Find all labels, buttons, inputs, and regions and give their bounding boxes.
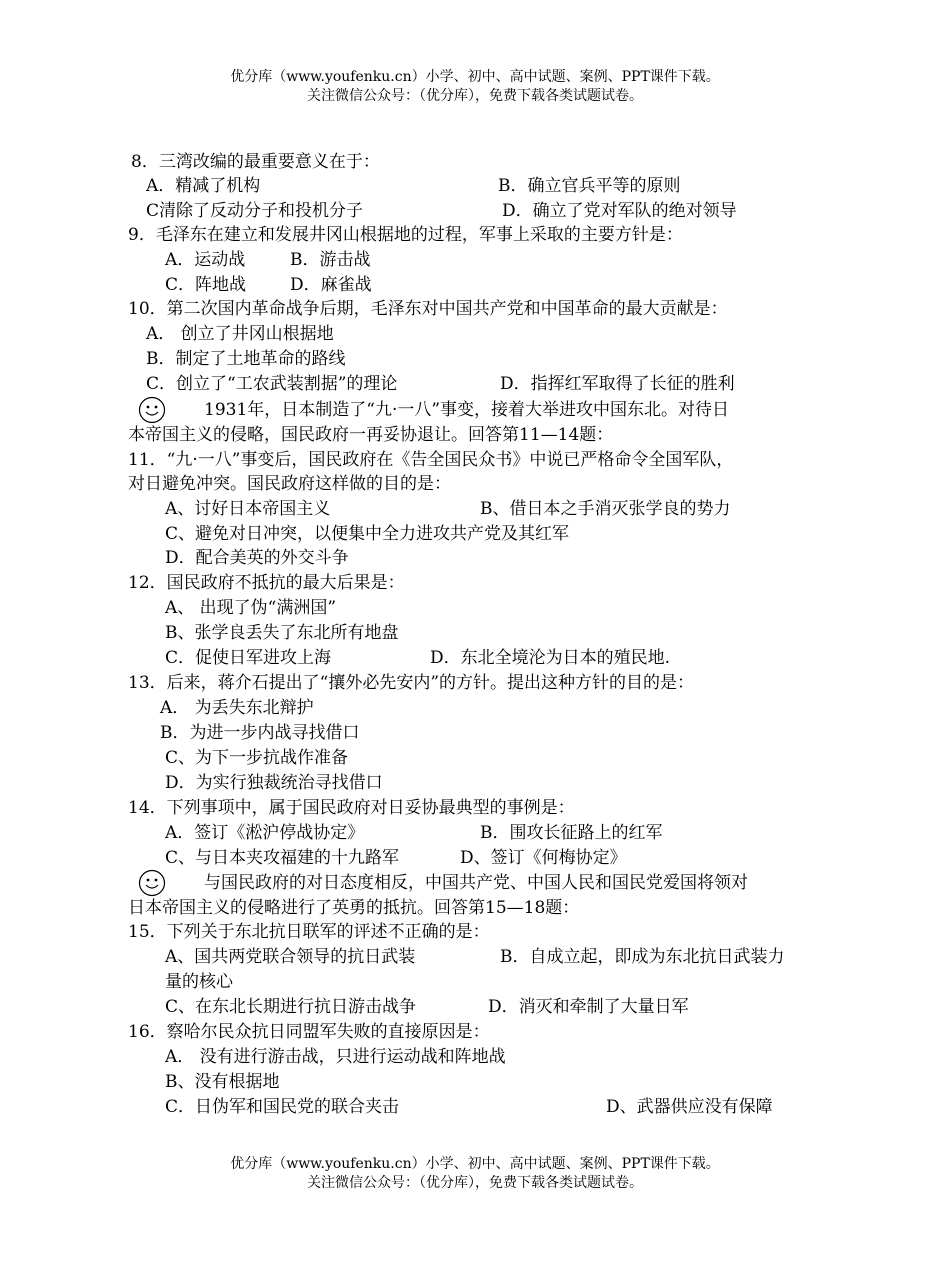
q12-option-c: C．促使日军进攻上海 <box>165 648 332 668</box>
q10-stem: 10．第二次国内革命战争后期，毛泽东对中国共产党和中国革命的最大贡献是： <box>128 299 728 319</box>
intro1-line-1: 1931年，日本制造了“九·一八”事变，接着大举进攻中国东北。对待日 <box>204 400 730 420</box>
q13-option-b: B．为进一步内战寻找借口 <box>160 723 360 743</box>
q15-option-a: A、国共两党联合领导的抗日武装 <box>165 947 416 967</box>
header-line-2: 关注微信公众号：（优分库），免费下载各类试题试卷。 <box>307 88 643 104</box>
q14-option-d: D、签订《何梅协定》 <box>460 848 627 868</box>
page-header <box>0 68 950 106</box>
q16-option-d: D、武器供应没有保障 <box>606 1097 773 1117</box>
q9-stem: 9．毛泽东在建立和发展井冈山根据地的过程，军事上采取的主要方针是： <box>128 225 683 245</box>
q9-option-a: A．运动战 <box>165 250 246 270</box>
q15-option-d: D．消灭和牵制了大量日军 <box>488 997 689 1017</box>
q9-option-b: B．游击战 <box>290 250 371 270</box>
header-line-1: 优分库（www.youfenku.cn）小学、初中、高中试题、案例、PPT课件下载。 <box>230 69 720 85</box>
q10-option-a: A． 创立了井冈山根据地 <box>146 324 334 344</box>
q15-option-c: C、在东北长期进行抗日游击战争 <box>165 997 417 1017</box>
page-footer <box>0 1155 950 1193</box>
q11-stem-line-1: 11．“九·一八”事变后，国民政府在《告全国民众书》中说已严格命令全国军队， <box>128 450 734 470</box>
q11-option-a: A、讨好日本帝国主义 <box>165 499 331 519</box>
footer-line-2: 关注微信公众号：（优分库），免费下载各类试题试卷。 <box>307 1175 643 1191</box>
q16-option-b: B、没有根据地 <box>165 1072 280 1092</box>
intro1-line-2: 本帝国主义的侵略，国民政府一再妥协退让。回答第11—14题： <box>128 425 614 445</box>
q16-option-a: A． 没有进行游击战，只进行运动战和阵地战 <box>165 1047 506 1067</box>
q8-option-a: A．精减了机构 <box>146 176 261 196</box>
q15-option-b-line-2: 量的核心 <box>165 972 233 992</box>
q16-option-c: C．日伪军和国民党的联合夹击 <box>165 1097 400 1117</box>
q11-option-d: D．配合美英的外交斗争 <box>165 548 349 568</box>
q12-option-d: D．东北全境沦为日本的殖民地. <box>430 648 671 668</box>
q9-option-d: D．麻雀战 <box>290 275 372 295</box>
smiley-face-icon <box>138 396 166 424</box>
q15-stem: 15．下列关于东北抗日联军的评述不正确的是： <box>128 922 490 942</box>
q14-stem: 14．下列事项中，属于国民政府对日妥协最典型的事例是： <box>128 798 575 818</box>
q14-option-b: B．围攻长征路上的红军 <box>480 823 663 843</box>
q10-option-d: D．指挥红军取得了长征的胜利 <box>500 374 735 394</box>
q15-option-b-line-1: B．自成立起，即成为东北抗日武装力 <box>500 947 785 967</box>
q8-option-b: B．确立官兵平等的原则 <box>498 176 681 196</box>
q8-option-d: D．确立了党对军队的绝对领导 <box>502 201 737 221</box>
intro2-line-2: 日本帝国主义的侵略进行了英勇的抵抗。回答第15—18题： <box>128 898 580 918</box>
q8-option-c: C清除了反动分子和投机分子 <box>146 201 364 221</box>
smiley-face-icon <box>138 869 166 897</box>
q9-option-c: C．阵地战 <box>165 275 247 295</box>
q13-option-d: D．为实行独裁统治寻找借口 <box>165 773 383 793</box>
q12-option-a: A、 出现了伪“满洲国” <box>165 598 337 618</box>
q11-option-c: C、避免对日冲突，以便集中全力进攻共产党及其红军 <box>165 524 570 544</box>
q10-option-c: C．创立了“工农武装割据”的理论 <box>146 374 398 394</box>
q10-option-b: B．制定了土地革命的路线 <box>146 349 346 369</box>
q13-option-a: A． 为丢失东北辩护 <box>160 698 314 718</box>
q12-stem: 12．国民政府不抵抗的最大后果是： <box>128 573 405 593</box>
q13-option-c: C、为下一步抗战作准备 <box>165 748 349 768</box>
q13-stem: 13．后来，蒋介石提出了“攘外必先安内”的方针。提出这种方针的目的是： <box>128 673 695 693</box>
q14-option-a: A．签订《淞沪停战协定》 <box>165 823 365 843</box>
q11-stem-line-2: 对日避免冲突。国民政府这样做的目的是： <box>128 474 451 494</box>
q16-stem: 16．察哈尔民众抗日同盟军失败的直接原因是： <box>128 1022 490 1042</box>
intro2-line-1: 与国民政府的对日态度相反，中国共产党、中国人民和国民党爱国将领对 <box>204 873 748 893</box>
q11-option-b: B、借日本之手消灭张学良的势力 <box>480 499 731 519</box>
q12-option-b: B、张学良丢失了东北所有地盘 <box>165 623 399 643</box>
q8-stem: 8．三湾改编的最重要意义在于： <box>131 152 380 172</box>
footer-line-1: 优分库（www.youfenku.cn）小学、初中、高中试题、案例、PPT课件下载。 <box>230 1156 720 1172</box>
q14-option-c: C、与日本夹攻福建的十九路军 <box>165 848 400 868</box>
